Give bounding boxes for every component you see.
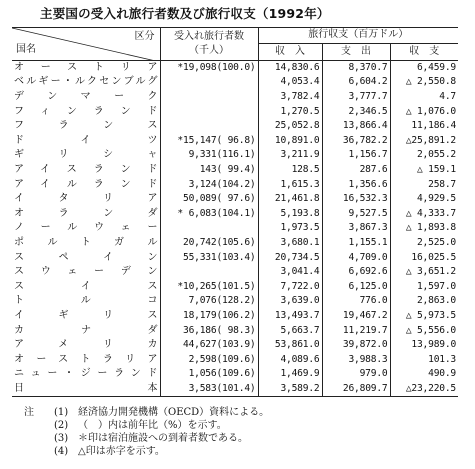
country-name: オーストリア [14, 61, 158, 73]
expenditure-cell: 6,604.2 [322, 75, 390, 90]
country-name-cell [12, 148, 160, 163]
table-row [12, 192, 458, 207]
income-cell: 7,722.0 [258, 280, 322, 295]
country-name-cell [12, 75, 160, 90]
balance-cell: 4,929.5 [390, 192, 458, 207]
income-cell: 5,663.7 [258, 323, 322, 338]
balance-cell: 2,863.0 [390, 294, 458, 309]
arrivals-cell: *15,147( 96.8) [160, 134, 258, 149]
country-name-cell [12, 236, 160, 251]
income-cell: 1,615.3 [258, 177, 322, 192]
income-cell: 20,734.5 [258, 250, 322, 265]
table-row [12, 148, 458, 163]
country-name: ドイツ [14, 134, 158, 146]
note-text: （ ）内は前年比（%）を示す。 [78, 420, 227, 431]
country-name-cell [12, 294, 160, 309]
country-label: 国名 [16, 43, 36, 55]
arrivals-cell: 55,331(103.4) [160, 250, 258, 265]
table-row [12, 177, 458, 192]
income-cell: 25,052.8 [258, 119, 322, 134]
arrivals-cell [160, 104, 258, 119]
table-row [12, 250, 458, 265]
expenditure-cell: 6,125.0 [322, 280, 390, 295]
country-name-cell [12, 367, 160, 382]
arrivals-cell: * 6,083(104.1) [160, 207, 258, 222]
balance-cell: △ 1,893.8 [390, 221, 458, 236]
balance-cell: △ 159.1 [390, 163, 458, 178]
corner-header-cell [12, 28, 160, 61]
note-mark: (3) [54, 433, 69, 444]
arrivals-unit: （千人） [189, 44, 229, 56]
balance-cell: 4.7 [390, 90, 458, 105]
country-name: ノールウェー [14, 222, 158, 234]
notes-label: 注 [24, 407, 34, 418]
expenditure-cell: 4,709.0 [322, 250, 390, 265]
country-name-cell [12, 382, 160, 397]
country-name: ニュー・ジーランド [14, 368, 158, 380]
expenditure-cell: 3,988.3 [322, 352, 390, 367]
country-name-cell [12, 134, 160, 149]
income-cell: 3,782.4 [258, 90, 322, 105]
country-name: オランダ [14, 207, 158, 219]
table-row [12, 265, 458, 280]
table-row [12, 134, 458, 149]
expenditure-cell: 19,467.2 [322, 309, 390, 324]
arrivals-cell: 143( 99.4) [160, 163, 258, 178]
note-mark: (1) [54, 407, 69, 418]
income-cell: 3,639.0 [258, 294, 322, 309]
arrivals-cell [160, 75, 258, 90]
arrivals-cell: 1,056(109.6) [160, 367, 258, 382]
note-text: ＊印は宿泊施設への到着者数である。 [78, 433, 248, 444]
balance-cell: △25,891.2 [390, 134, 458, 149]
expenditure-cell: 36,782.2 [322, 134, 390, 149]
table-row [12, 323, 458, 338]
expenditure-cell: 39,872.0 [322, 338, 390, 353]
country-name: デンマーク [14, 91, 158, 103]
country-name: ポルトガル [14, 237, 158, 249]
country-name: アイルランド [14, 178, 158, 190]
country-name-cell [12, 177, 160, 192]
table-row [12, 221, 458, 236]
note-item [24, 432, 269, 445]
arrivals-cell: *19,098(100.0) [160, 60, 258, 75]
balance-cell: 1,597.0 [390, 280, 458, 295]
country-name: ギリシャ [14, 149, 158, 161]
arrivals-cell [160, 265, 258, 280]
arrivals-label: 受入れ旅行者数 [174, 30, 244, 42]
arrivals-cell: 18,179(106.2) [160, 309, 258, 324]
arrivals-cell: *10,265(101.5) [160, 280, 258, 295]
expenditure-cell: 16,532.3 [322, 192, 390, 207]
tourism-stats-table [12, 27, 458, 397]
expenditure-cell: 776.0 [322, 294, 390, 309]
income-cell: 4,053.4 [258, 75, 322, 90]
income-cell: 10,891.0 [258, 134, 322, 149]
country-name: ベルギー・ルクセンブルグ [14, 76, 158, 88]
country-name-cell [12, 207, 160, 222]
table-row [12, 119, 458, 134]
arrivals-cell: 3,583(101.4) [160, 382, 258, 397]
balance-cell: 2,525.0 [390, 236, 458, 251]
income-cell: 3,589.2 [258, 382, 322, 397]
income-cell: 128.5 [258, 163, 322, 178]
note-mark: (4) [54, 446, 69, 457]
country-name-cell [12, 60, 160, 75]
country-name: スイス [14, 280, 158, 292]
arrivals-cell: 3,124(104.2) [160, 177, 258, 192]
country-name-cell [12, 323, 160, 338]
balance-cell: △ 5,973.5 [390, 309, 458, 324]
country-name-cell [12, 192, 160, 207]
income-cell: 4,089.6 [258, 352, 322, 367]
income-cell: 13,493.7 [258, 309, 322, 324]
country-name: イタリア [14, 193, 158, 205]
expenditure-cell: 11,219.7 [322, 323, 390, 338]
table-body [12, 60, 458, 397]
table-row [12, 104, 458, 119]
expenditure-cell: 6,692.6 [322, 265, 390, 280]
table-title: 主要国の受入れ旅行者数及び旅行収支（1992年） [40, 6, 330, 21]
table-row [12, 352, 458, 367]
country-name-cell [12, 163, 160, 178]
country-name-cell [12, 104, 160, 119]
expenditure-cell: 2,346.5 [322, 104, 390, 119]
income-cell: 21,461.8 [258, 192, 322, 207]
balance-cell: 258.7 [390, 177, 458, 192]
note-text: 経済協力開発機構（OECD）資料による。 [78, 407, 270, 418]
balance-cell: 490.9 [390, 367, 458, 382]
country-name-cell [12, 90, 160, 105]
country-name: オーストラリア [14, 353, 158, 365]
note-item [24, 419, 269, 432]
arrivals-cell: 2,598(109.6) [160, 352, 258, 367]
country-name: イギリス [14, 309, 158, 321]
note-item [24, 406, 269, 419]
balance-cell: 11,186.4 [390, 119, 458, 134]
country-name: トルコ [14, 295, 158, 307]
country-name: フランス [14, 120, 158, 132]
country-name-cell [12, 280, 160, 295]
balance-cell: 2,055.2 [390, 148, 458, 163]
expenditure-cell: 1,156.7 [322, 148, 390, 163]
expenditure-cell: 1,155.1 [322, 236, 390, 251]
country-name-cell [12, 309, 160, 324]
table-row [12, 60, 458, 75]
income-cell: 1,973.5 [258, 221, 322, 236]
balance-header: 収 支 [390, 43, 458, 60]
country-name-cell [12, 265, 160, 280]
arrivals-header [160, 28, 258, 61]
country-name: フィンランド [14, 105, 158, 117]
arrivals-cell: 20,742(105.6) [160, 236, 258, 251]
expenditure-cell: 3,777.7 [322, 90, 390, 105]
expenditure-cell: 13,866.4 [322, 119, 390, 134]
table-row [12, 236, 458, 251]
balance-cell: △ 5,556.0 [390, 323, 458, 338]
expenditure-cell: 8,370.7 [322, 60, 390, 75]
country-name: 日本 [14, 382, 158, 394]
expenditure-cell: 979.0 [322, 367, 390, 382]
arrivals-cell: 9,331(116.1) [160, 148, 258, 163]
expenditure-cell: 287.6 [322, 163, 390, 178]
note-text: △印は赤字を示す。 [78, 446, 165, 457]
income-cell: 14,830.6 [258, 60, 322, 75]
income-cell: 5,193.8 [258, 207, 322, 222]
expenditure-cell: 26,809.7 [322, 382, 390, 397]
balance-cell: △ 1,076.0 [390, 104, 458, 119]
table-row [12, 163, 458, 178]
balance-cell: 6,459.9 [390, 60, 458, 75]
arrivals-cell: 50,089( 97.6) [160, 192, 258, 207]
income-cell: 1,270.5 [258, 104, 322, 119]
table-row [12, 75, 458, 90]
income-cell: 53,861.0 [258, 338, 322, 353]
balance-cell: △ 3,651.2 [390, 265, 458, 280]
country-name: スウェーデン [14, 266, 158, 278]
arrivals-cell [160, 90, 258, 105]
notes-block [24, 406, 269, 458]
arrivals-cell [160, 221, 258, 236]
arrivals-cell [160, 119, 258, 134]
country-name: カナダ [14, 324, 158, 336]
balance-cell: 13,989.0 [390, 338, 458, 353]
expenditure-cell: 9,527.5 [322, 207, 390, 222]
table-header [12, 28, 458, 61]
income-header: 収 入 [258, 43, 322, 60]
division-label: 区分 [134, 31, 155, 42]
country-name: スペイン [14, 251, 158, 263]
country-name-cell [12, 352, 160, 367]
table-row [12, 367, 458, 382]
balance-group-header: 旅行収支（百万ドル） [258, 28, 458, 44]
expenditure-cell: 3,867.3 [322, 221, 390, 236]
note-mark: (2) [54, 420, 69, 431]
income-cell: 3,041.4 [258, 265, 322, 280]
balance-cell: △23,220.5 [390, 382, 458, 397]
arrivals-cell: 44,627(103.9) [160, 338, 258, 353]
table-row [12, 338, 458, 353]
arrivals-cell: 36,186( 98.3) [160, 323, 258, 338]
balance-cell: 16,025.5 [390, 250, 458, 265]
income-cell: 3,211.9 [258, 148, 322, 163]
arrivals-cell: 7,076(128.2) [160, 294, 258, 309]
table-row [12, 280, 458, 295]
income-cell: 1,469.9 [258, 367, 322, 382]
income-cell: 3,680.1 [258, 236, 322, 251]
country-name-cell [12, 250, 160, 265]
expenditure-cell: 1,356.6 [322, 177, 390, 192]
table-row [12, 382, 458, 397]
country-name-cell [12, 119, 160, 134]
table-row [12, 294, 458, 309]
balance-cell: △ 4,333.7 [390, 207, 458, 222]
country-name: アメリカ [14, 339, 158, 351]
expenditure-header: 支 出 [322, 43, 390, 60]
note-item [24, 445, 269, 458]
balance-cell: 101.3 [390, 352, 458, 367]
table-row [12, 90, 458, 105]
country-name: アイスランド [14, 164, 158, 176]
balance-cell: △ 2,550.8 [390, 75, 458, 90]
table-row [12, 309, 458, 324]
table-row [12, 207, 458, 222]
country-name-cell [12, 338, 160, 353]
country-name-cell [12, 221, 160, 236]
